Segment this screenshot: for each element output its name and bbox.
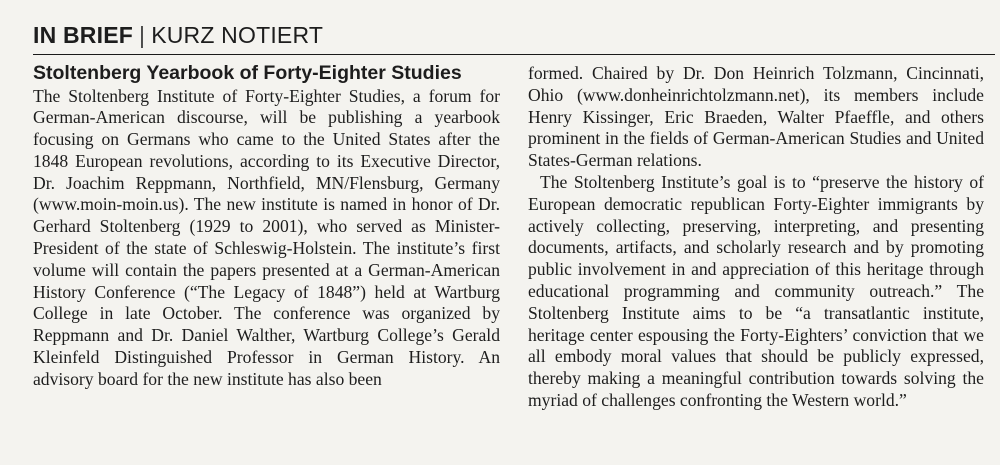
article-paragraph: The Stoltenberg Institute of Forty-Eighter Studies, a forum for German-American discourse, will be publishing a yearbook focusing on Germans who came to the United States after the 1848 European revolutions, according to its Executive Director, Dr. Joachim Reppmann, Northfield, MN/Flensburg, Germany (www.moin-moin.us). The new institute is named in honor of Dr. Gerhard Stoltenberg (1929 to 2001), who served as Minister-President of the state of Schleswig-Holstein. The institute’s first volume will contain the papers presented at a German-American History Conference (“The Legacy of 1848”) held at Wartburg College in late October. The conference was organized by Reppmann and Dr. Daniel Walther, Wartburg College’s Gerald Kleinfeld Distinguished Professor in German History. An advisory board for the new institute has also been	[33, 85, 500, 389]
section-separator: |	[139, 22, 146, 48]
article-paragraph-goal: The Stoltenberg Institute’s goal is to “preserve the history of European democratic republican Forty-Eighter immigrants by actively collecting, preserving, interpreting, and presenting documents, artifacts, and scholarly research and by promoting public involvement in and appreciation of this heritage through educational programming and community outreach.” The Stoltenberg Institute aims to be “a transatlantic institute, heritage center espousing the Forty-Eighters’ conviction that we all embody moral values that should be publicly expressed, thereby making a meaningful contribution towards solving the myriad of challenges confronting the Western world.”	[528, 171, 984, 410]
article-column-right	[528, 63, 984, 412]
article-column-left	[33, 62, 500, 391]
section-header	[33, 20, 323, 50]
header-rule	[33, 54, 995, 55]
article-paragraph-continued: formed. Chaired by Dr. Don Heinrich Tolzmann, Cincinnati, Ohio (www.donheinrichtolzmann.net), its members include Henry Kissinger, Eric Braeden, Walter Pfaeffle, and others prominent in the fields of German-American Studies and United States-German relations.	[528, 63, 984, 171]
section-title-german: KURZ NOTIERT	[151, 22, 324, 48]
article-headline: Stoltenberg Yearbook of Forty-Eighter Studies	[33, 62, 462, 84]
section-title-english: IN BRIEF	[33, 22, 133, 48]
